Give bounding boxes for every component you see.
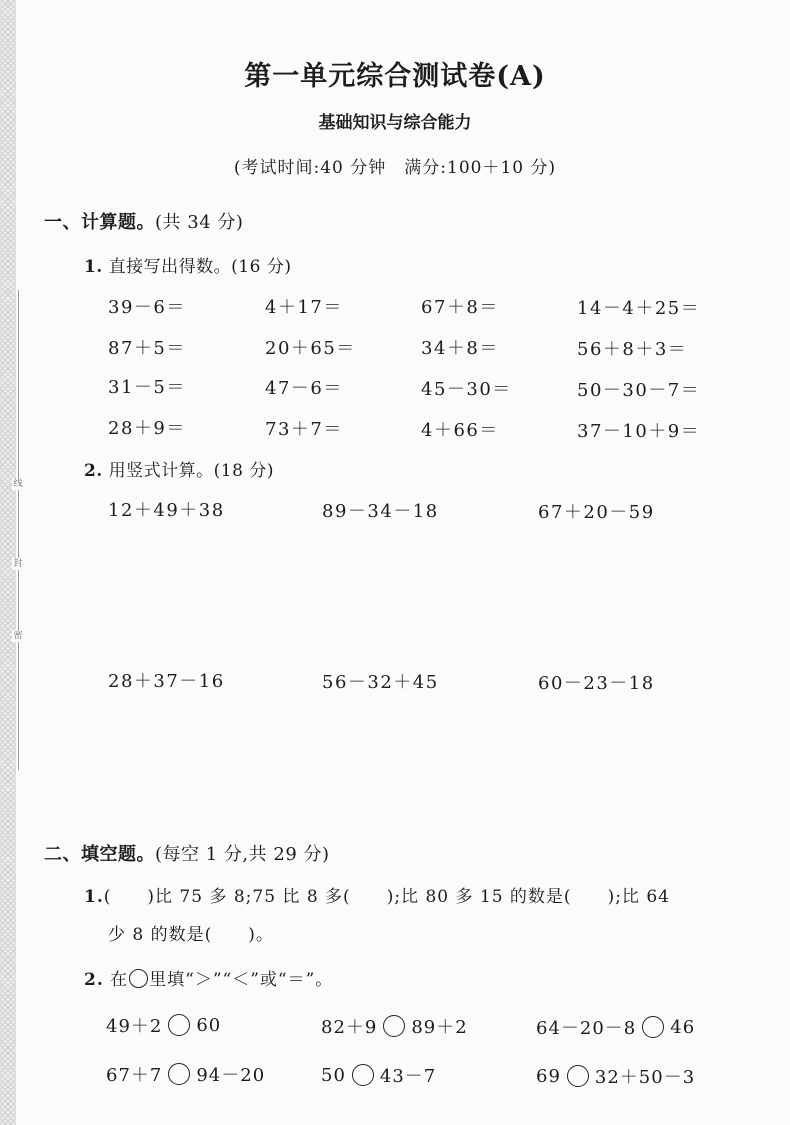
compare-right: 32＋50－3 <box>594 1067 696 1088</box>
question-number: 2. <box>84 461 103 481</box>
section-2-heading <box>44 840 330 866</box>
page-subtitle: 基础知识与综合能力 <box>318 113 472 133</box>
question-1-2-heading <box>84 456 274 481</box>
compare-left: 50 <box>321 1064 346 1086</box>
binding-cut-line <box>18 290 19 770</box>
question-text: ( )比 75 多 8;75 比 8 多( );比 80 多 15 的数是( );比 64 <box>103 887 670 907</box>
page-title: 第一单元综合测试卷(A) <box>244 61 546 92</box>
compare-right: 94－20 <box>196 1065 266 1086</box>
oral-calc-item: 45－30＝ <box>421 379 512 400</box>
vertical-calc-item: 60－23－18 <box>538 673 655 694</box>
question-2-1-line-1 <box>84 882 670 907</box>
vertical-calc-item: 89－34－18 <box>322 501 439 522</box>
answer-circle[interactable] <box>567 1065 589 1087</box>
question-1-1-heading <box>84 252 291 277</box>
binding-mark-secret: 密 <box>13 631 23 641</box>
question-text: 用竖式计算。(18 分) <box>108 461 274 481</box>
question-text-before: 在 <box>110 970 129 990</box>
oral-calc-item: 56＋8＋3＝ <box>577 339 688 360</box>
answer-circle[interactable] <box>168 1063 190 1085</box>
oral-calc-item: 47－6＝ <box>265 378 343 399</box>
oral-calc-item: 50－30－7＝ <box>577 380 701 401</box>
oral-calc-item: 4＋17＝ <box>265 297 343 318</box>
oral-calc-item: 67＋8＝ <box>421 297 499 318</box>
question-text: 直接写出得数。(16 分) <box>108 257 292 277</box>
question-2-2-heading <box>84 965 333 990</box>
vertical-calc-item: 56－32＋45 <box>322 672 439 693</box>
compare-right: 89＋2 <box>411 1017 468 1038</box>
question-number: 1. <box>84 887 104 907</box>
section-1-points: (共 34 分) <box>155 212 244 233</box>
compare-item <box>321 1013 468 1039</box>
question-2-1-line-2: 少 8 的数是( )。 <box>108 925 274 945</box>
oral-calc-item: 14－4＋25＝ <box>577 298 701 319</box>
compare-right: 43－7 <box>379 1066 437 1087</box>
compare-right: 46 <box>670 1016 696 1038</box>
oral-calc-item: 37－10＋9＝ <box>577 421 701 442</box>
compare-item <box>536 1063 695 1089</box>
answer-circle[interactable] <box>642 1016 664 1038</box>
compare-left: 67＋7 <box>106 1065 163 1086</box>
binding-mark-line: 线 <box>13 479 23 489</box>
question-text-after: 里填“＞”“＜”或“＝”。 <box>149 970 334 990</box>
binding-mark-seal: 封 <box>13 559 23 569</box>
answer-circle[interactable] <box>168 1014 190 1036</box>
compare-item <box>106 1061 265 1087</box>
compare-left: 49＋2 <box>106 1016 163 1037</box>
answer-circle[interactable] <box>352 1064 374 1086</box>
compare-right: 60 <box>196 1014 222 1036</box>
compare-left: 64－20－8 <box>536 1018 637 1039</box>
oral-calc-item: 39－6＝ <box>108 297 186 318</box>
section-2-title: 二、填空题。 <box>44 844 155 865</box>
oral-calc-item: 34＋8＝ <box>421 338 499 359</box>
circle-symbol-icon <box>129 969 148 988</box>
compare-left: 69 <box>536 1065 561 1087</box>
section-1-heading <box>44 208 243 234</box>
oral-calc-item: 28＋9＝ <box>108 418 186 439</box>
question-number: 1. <box>84 257 103 277</box>
compare-item <box>321 1062 436 1088</box>
oral-calc-item: 4＋66＝ <box>421 420 499 441</box>
oral-calc-item: 87＋5＝ <box>108 338 186 359</box>
answer-circle[interactable] <box>383 1015 405 1037</box>
vertical-calc-item: 12＋49＋38 <box>108 500 225 521</box>
compare-item <box>536 1014 695 1040</box>
oral-calc-item: 20＋65＝ <box>265 338 356 359</box>
section-2-points: (每空 1 分,共 29 分) <box>155 844 330 865</box>
oral-calc-item: 31－5＝ <box>108 377 186 398</box>
section-1-title: 一、计算题。 <box>44 212 155 233</box>
question-number: 2. <box>84 970 104 990</box>
vertical-calc-item: 28＋37－16 <box>108 671 225 692</box>
compare-item <box>106 1012 221 1038</box>
oral-calc-item: 73＋7＝ <box>265 419 343 440</box>
compare-left: 82＋9 <box>321 1017 378 1038</box>
vertical-calc-item: 67＋20－59 <box>538 502 655 523</box>
exam-info: (考试时间:40 分钟 满分:100＋10 分) <box>233 158 557 178</box>
